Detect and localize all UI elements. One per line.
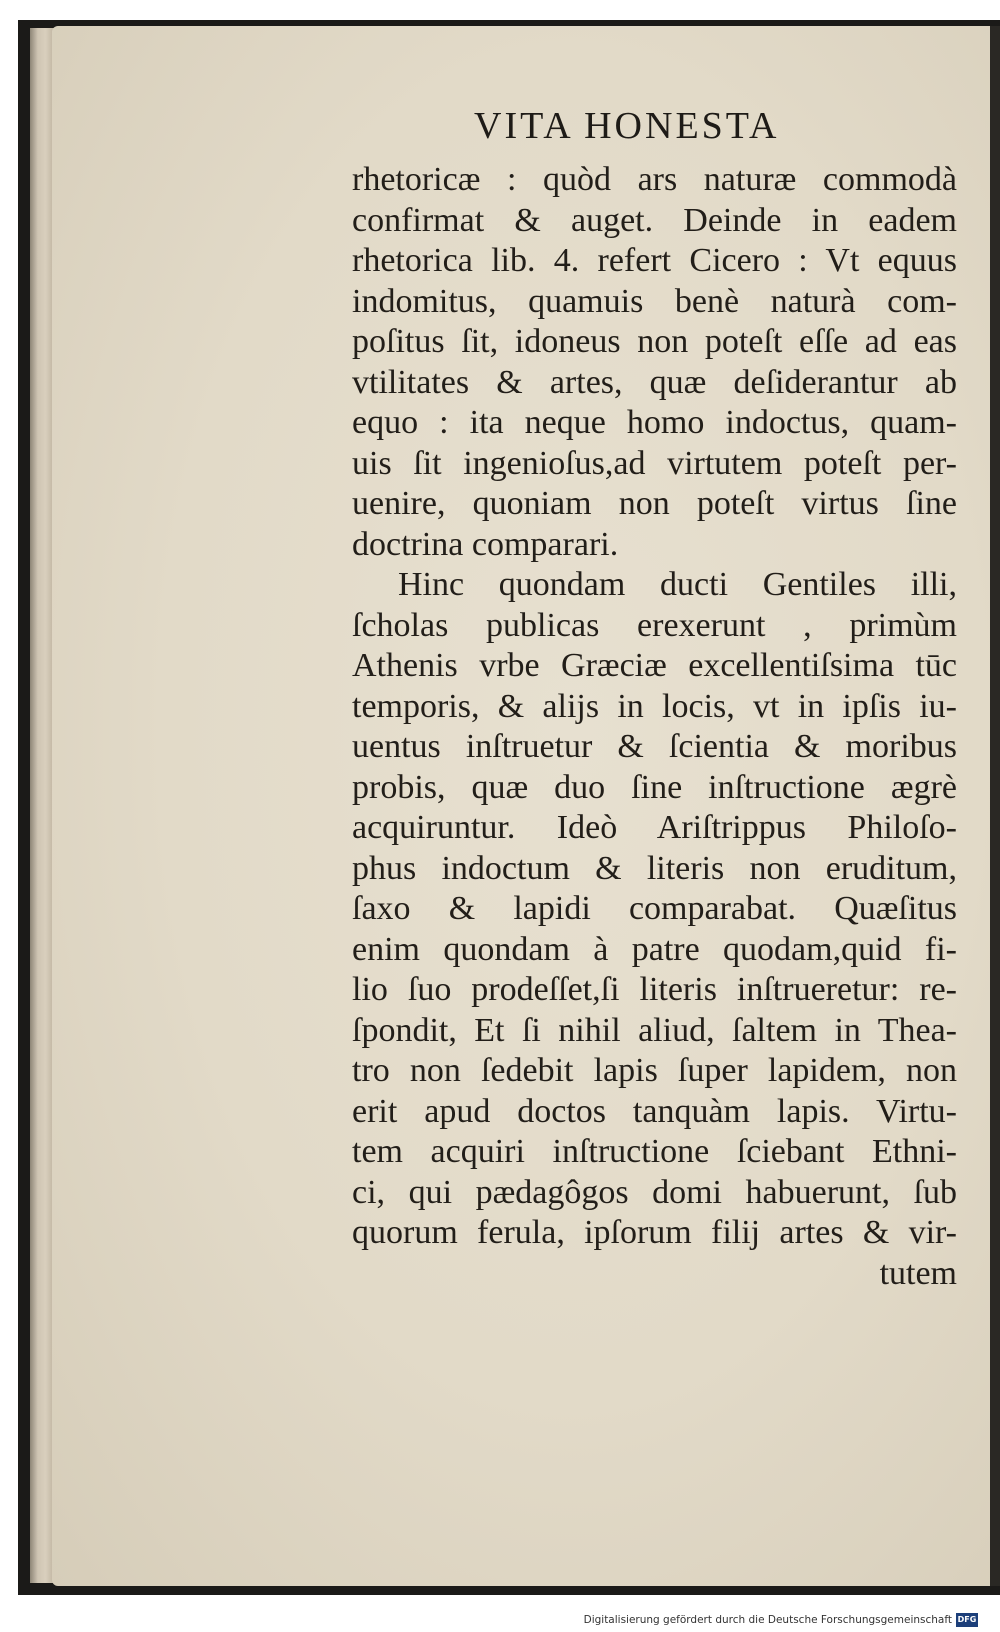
- text-line: indomitus, quamuis benè naturà com-: [352, 282, 957, 320]
- text-line: uis ſit ingenioſus,ad virtutem poteſt per-: [352, 444, 957, 482]
- text-line: tro non ſedebit lapis ſuper lapidem, non: [352, 1052, 957, 1089]
- text-line: tem acquiri inſtructione ſciebant Ethni-: [352, 1133, 957, 1170]
- text-line: uentus inſtruetur & ſcientia & moribus: [352, 728, 957, 765]
- text-line: confirmat & auget. Deinde in eadem: [352, 201, 957, 239]
- text-line: erit apud doctos tanquàm lapis. Virtu-: [352, 1092, 957, 1130]
- text-line: ſpondit, Et ſi nihil aliud, ſaltem in Thea-: [352, 1011, 957, 1049]
- running-head: VITA HONESTA: [474, 105, 780, 147]
- text-line: Hinc quondam ducti Gentiles illi,: [398, 566, 957, 603]
- text-line: doctrina comparari.: [352, 525, 619, 563]
- text-line: ſcholas publicas erexerunt , primùm: [352, 606, 957, 644]
- footer: [0, 1612, 1000, 1632]
- text-line: rhetorica lib. 4. refert Cicero : Vt equus: [352, 242, 957, 279]
- text-line: ſaxo & lapidi comparabat. Quæſitus: [352, 890, 957, 927]
- text-line: poſitus ſit, idoneus non poteſt eſſe ad eas: [352, 323, 957, 360]
- text-line: vtilitates & artes, quæ deſiderantur ab: [352, 363, 957, 401]
- text-line: phus indoctum & literis non eruditum,: [352, 849, 957, 887]
- text-line: acquiruntur. Ideò Ariſtrippus Philoſo-: [352, 809, 957, 846]
- text-line: lio ſuo prodeſſet,ſi literis inſtrueretur: re-: [352, 971, 957, 1008]
- text-line: quorum ferula, ipſorum filij artes & vir-: [352, 1214, 957, 1251]
- text-line: probis, quæ duo ſine inſtructione ægrè: [352, 768, 957, 806]
- dfg-logo[interactable]: DFG: [956, 1613, 978, 1627]
- text-line: rhetoricæ : quòd ars naturæ commodà: [352, 161, 957, 198]
- footer-credit: Digitalisierung gefördert durch die Deutsche Forschungsgemeinschaft: [583, 1614, 952, 1626]
- text-line: equo : ita neque homo indoctus, quam-: [352, 404, 957, 441]
- text-line: Athenis vrbe Græciæ excellentiſsima tūc: [352, 647, 957, 684]
- body-text: [352, 160, 957, 1294]
- text-line: temporis, & alijs in locis, vt in ipſis iu-: [352, 687, 957, 725]
- text-line: ci, qui pædagôgos domi habuerunt, ſub: [352, 1173, 957, 1211]
- text-line: enim quondam à patre quodam,quid fi-: [352, 930, 957, 968]
- catchword: tutem: [879, 1254, 957, 1292]
- text-line: uenire, quoniam non poteſt virtus ſine: [352, 485, 957, 522]
- fore-edge: [990, 26, 1000, 1586]
